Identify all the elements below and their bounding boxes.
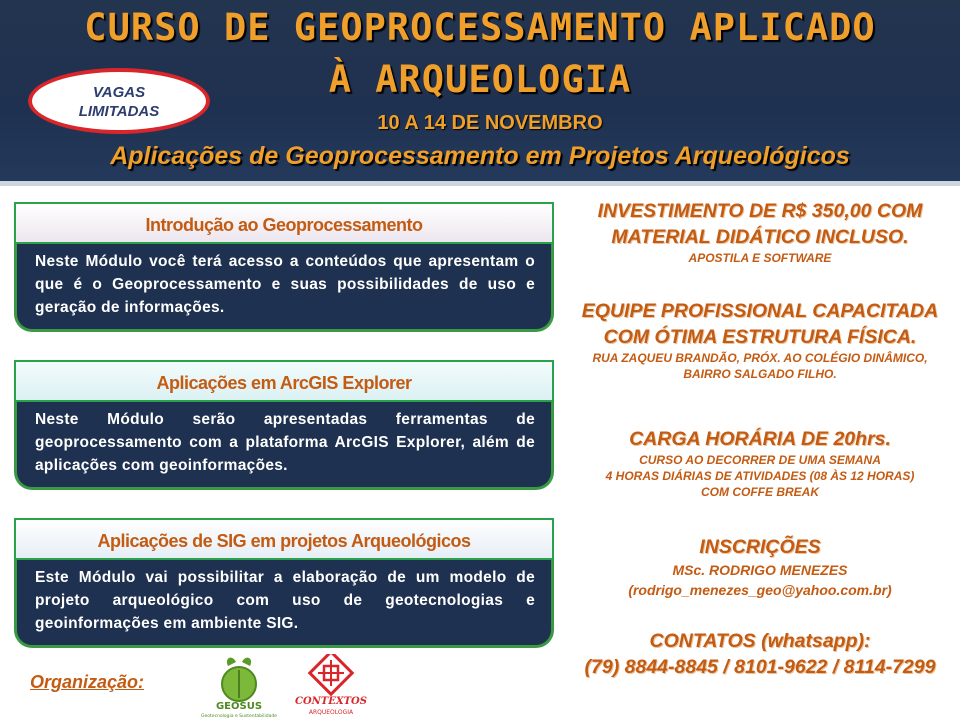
hours-line-1: CURSO AO DECORRER DE UMA SEMANA bbox=[639, 453, 881, 467]
title-line-2: À ARQUEOLOGIA bbox=[328, 58, 632, 101]
investment-line-2: MATERIAL DIDÁTICO INCLUSO. bbox=[611, 226, 909, 248]
team-line-1: EQUIPE PROFISSIONAL CAPACITADA bbox=[581, 300, 939, 322]
contextos-logo-icon bbox=[294, 654, 368, 720]
module-title: Aplicações em ArcGIS Explorer bbox=[14, 360, 554, 402]
contacts-phones: (79) 8844-8845 / 8101-9622 / 8114-7299 bbox=[584, 656, 936, 678]
module-description bbox=[14, 402, 554, 490]
hours-title: CARGA HORÁRIA DE 20hrs. bbox=[629, 428, 891, 450]
contacts-title: CONTATOS (whatsapp): bbox=[649, 630, 871, 652]
limited-seats-badge bbox=[28, 68, 210, 134]
hours-block bbox=[565, 426, 955, 500]
module-title: Aplicações de SIG em projetos Arqueológicos bbox=[14, 518, 554, 560]
module-title: Introdução ao Geoprocessamento bbox=[14, 202, 554, 244]
registration-email: (rodrigo_menezes_geo@yahoo.com.br) bbox=[628, 582, 892, 598]
module-intro bbox=[10, 202, 555, 334]
investment-block bbox=[565, 198, 955, 266]
geosus-logo-icon bbox=[198, 652, 280, 720]
badge-line-2: LIMITADAS bbox=[78, 103, 160, 120]
badge-line-1: VAGAS bbox=[92, 84, 146, 101]
geosus-logo bbox=[198, 652, 280, 720]
team-line-2: COM ÓTIMA ESTRUTURA FÍSICA. bbox=[603, 326, 917, 348]
course-subtitle: Aplicações de Geoprocessamento em Projetos Arqueológicos bbox=[110, 142, 850, 170]
investment-line-1: INVESTIMENTO DE R$ 350,00 COM bbox=[597, 200, 923, 222]
logo2-sub: ARQUEOLOGIA bbox=[308, 709, 354, 716]
module-description bbox=[14, 244, 554, 332]
header-divider bbox=[0, 181, 960, 186]
module-arcgis bbox=[10, 360, 555, 492]
contacts-block bbox=[565, 628, 955, 680]
course-dates: 10 A 14 DE NOVEMBRO bbox=[377, 112, 603, 134]
module-text: Neste Módulo você terá acesso a conteúdos que apresentam o que é o Geoprocessamento e suas possibilidades de uso e geração de informações. bbox=[35, 253, 535, 316]
organization-label: Organização: bbox=[30, 672, 145, 692]
investment-note: APOSTILA E SOFTWARE bbox=[688, 251, 832, 265]
logo1-text: GEOSUS bbox=[215, 701, 263, 712]
title-line-1: CURSO DE GEOPROCESSAMENTO APLICADO bbox=[84, 6, 876, 49]
address-line-1: RUA ZAQUEU BRANDÃO, PRÓX. AO COLÉGIO DINÂMICO, bbox=[592, 351, 928, 365]
logo2-text: CONTEXTOS bbox=[294, 696, 368, 707]
address-line-2: BAIRRO SALGADO FILHO. bbox=[683, 367, 837, 381]
module-sig bbox=[10, 518, 555, 650]
hours-line-2: 4 HORAS DIÁRIAS DE ATIVIDADES (08 ÀS 12 HORAS) bbox=[605, 469, 915, 483]
logo1-sub: Geotecnologia e Sustentabilidade bbox=[201, 714, 277, 719]
module-description bbox=[14, 560, 554, 648]
registration-block bbox=[565, 534, 955, 600]
registration-title: INSCRIÇÕES bbox=[699, 536, 821, 558]
registration-name: MSc. RODRIGO MENEZES bbox=[672, 562, 848, 578]
team-block bbox=[565, 298, 955, 382]
module-text: Neste Módulo serão apresentadas ferramentas de geoprocessamento com a plataforma ArcGIS Explorer, além de aplicações com geoinformações. bbox=[35, 411, 535, 474]
contextos-logo bbox=[294, 654, 368, 720]
hours-line-3: COM COFFE BREAK bbox=[701, 485, 819, 499]
module-text: Este Módulo vai possibilitar a elaboração de um modelo de projeto arqueológico com uso de geotecnologias e geoinformações em ambiente SIG. bbox=[35, 569, 535, 632]
